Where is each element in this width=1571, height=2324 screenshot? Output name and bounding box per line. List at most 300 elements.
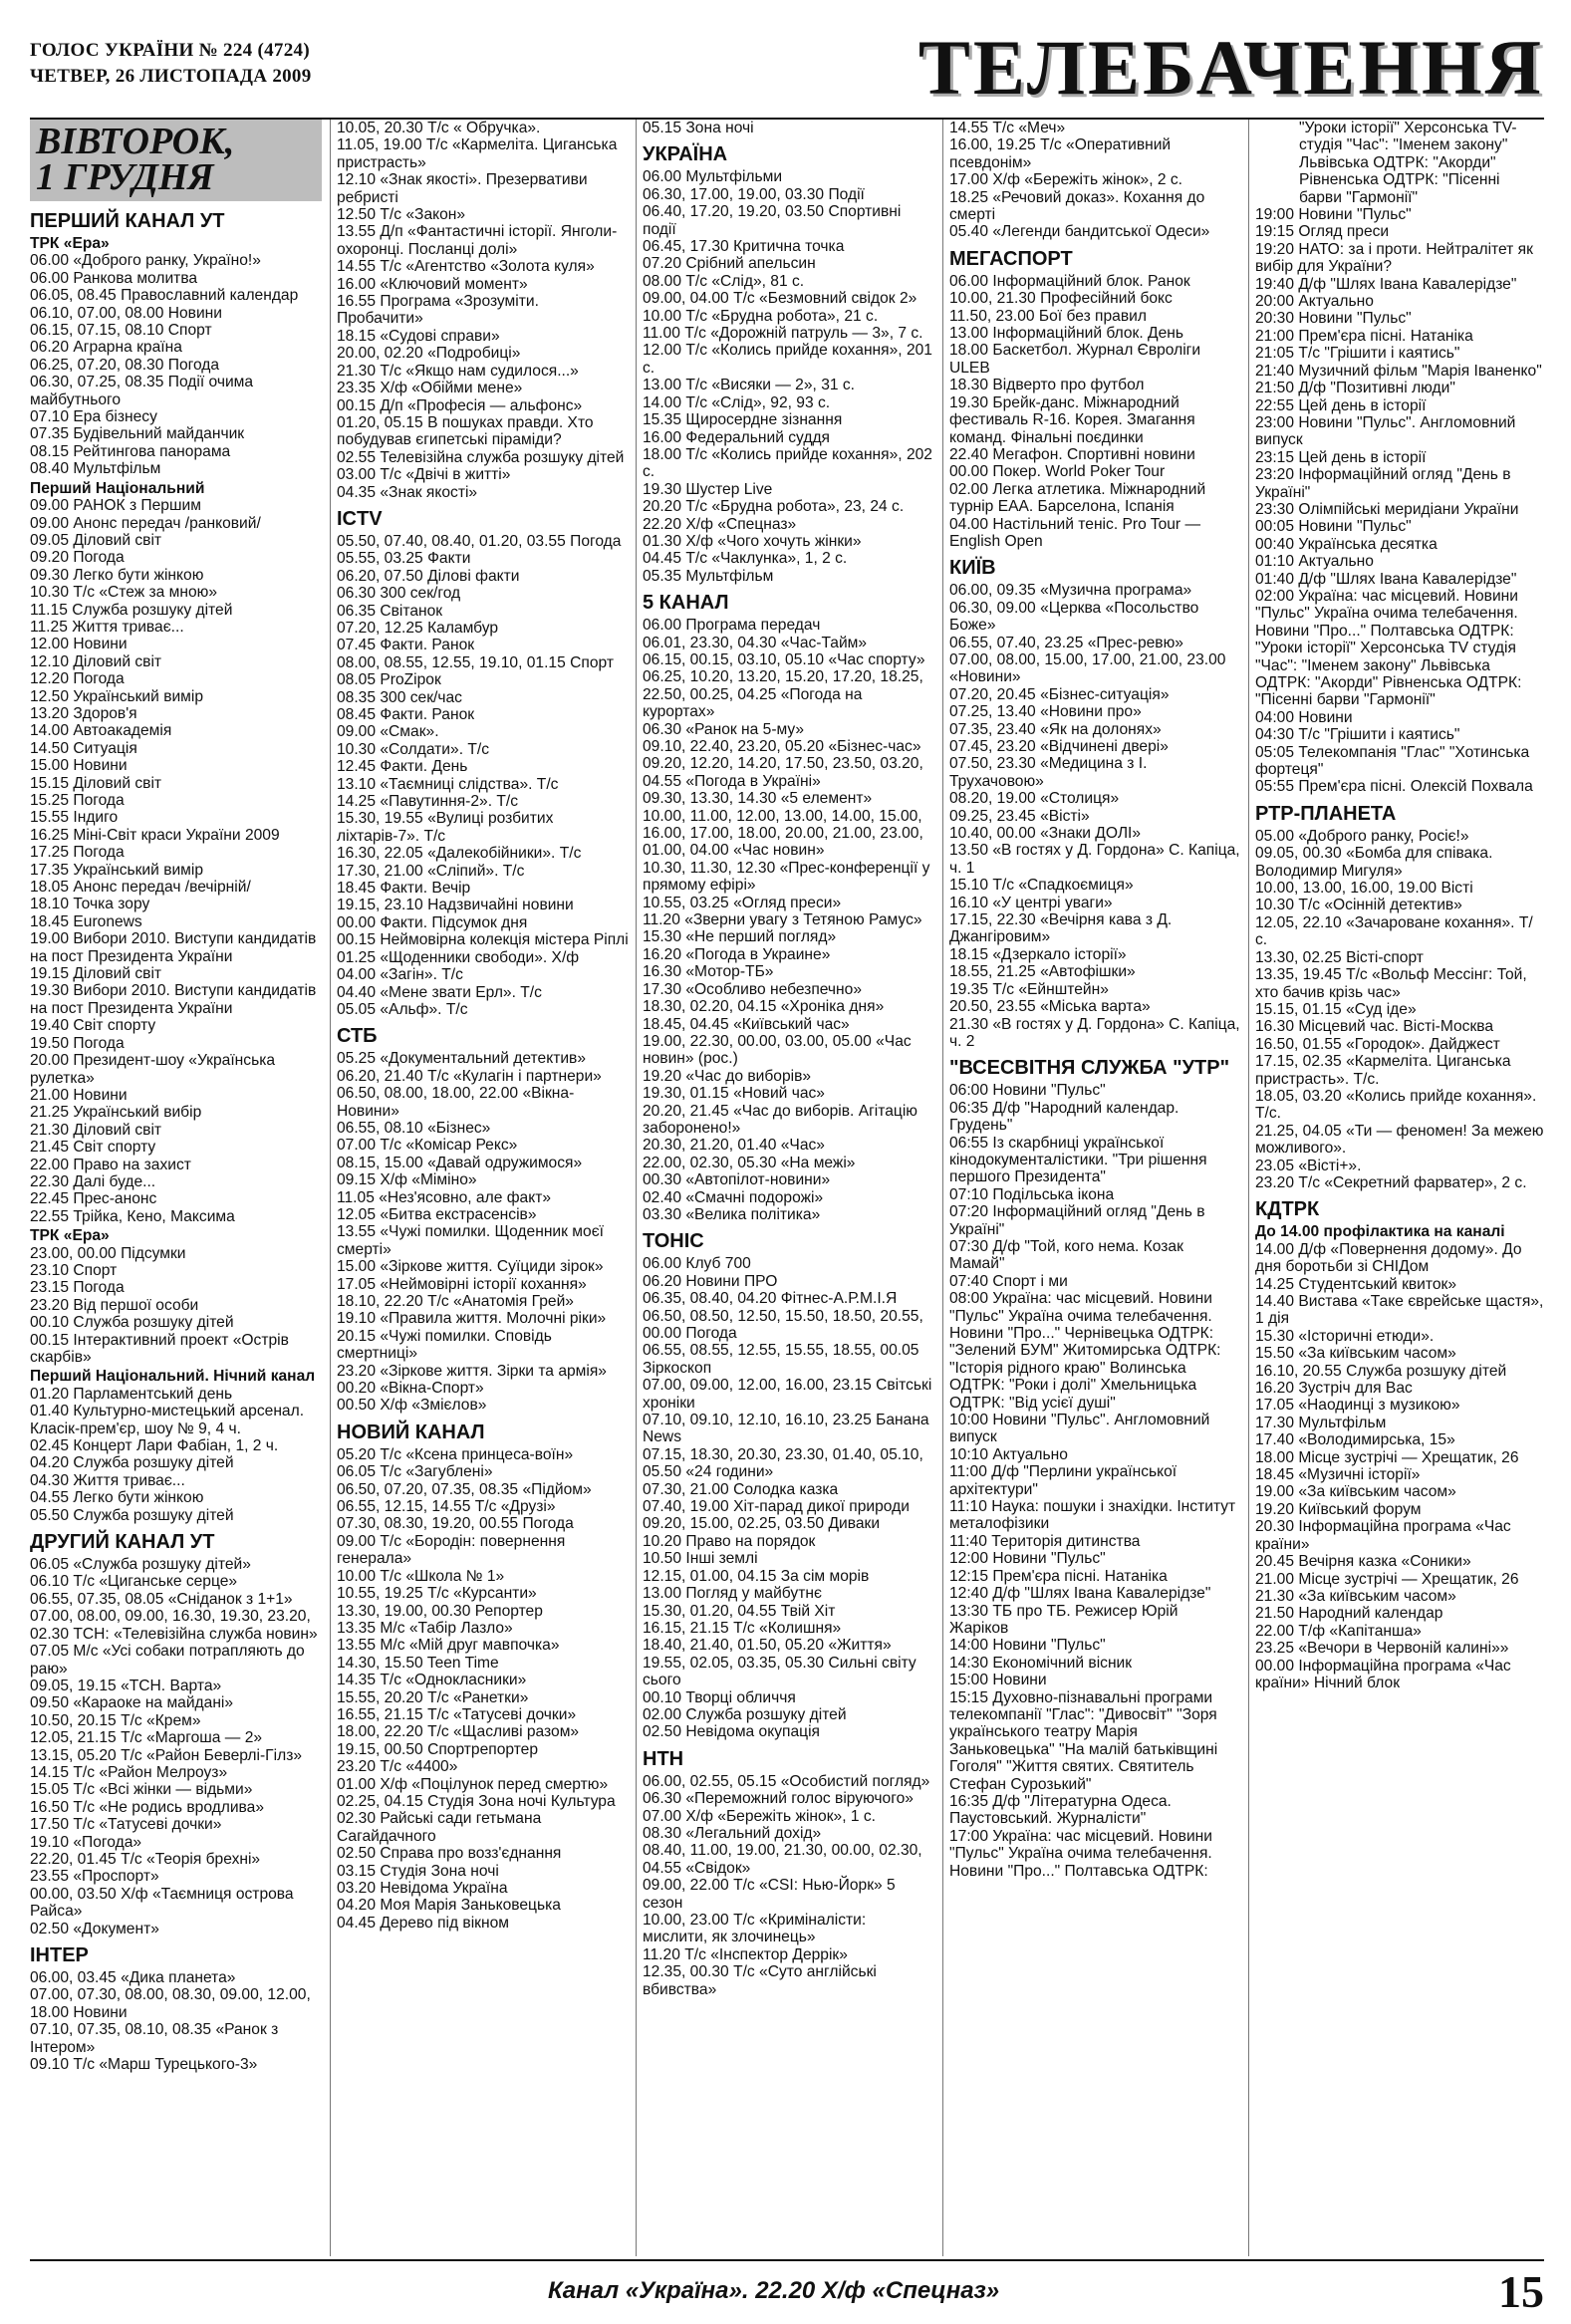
schedule-entry: [337, 1655, 629, 1672]
schedule-entry: [643, 928, 934, 945]
programme-title: «Документальний детектив»: [380, 1050, 587, 1068]
air-time: 06.00: [643, 617, 682, 635]
programme-line: [643, 1655, 934, 1689]
schedule-entry: [30, 1868, 322, 1885]
programme-title: Фітнес-А.Р.М.І.Я: [780, 1290, 898, 1308]
air-time: 04.00: [949, 515, 989, 533]
air-time: 11.05: [337, 1188, 375, 1206]
schedule-entry: [643, 1655, 934, 1689]
schedule-entry: [337, 1863, 629, 1880]
air-time: 23.00, 00.00: [30, 1244, 117, 1262]
programme-title: «Кармеліта. Циганська пристрасть». Т/с.: [1255, 1053, 1511, 1088]
programme-line: [643, 1377, 934, 1412]
programme-title: «5 елемент»: [780, 790, 873, 808]
programme-title: Новини "Пульс". Англомовний випуск: [1255, 413, 1516, 449]
schedule-entry: [949, 981, 1241, 998]
programme-title: Інформаційна програма «Час країни»: [1255, 1518, 1511, 1553]
schedule-entry: [337, 1171, 629, 1188]
programme-line: [337, 671, 629, 688]
programme-title: Т/с «Колишня»: [733, 1619, 842, 1637]
schedule-entry: [337, 1620, 629, 1637]
air-time: 06.35: [337, 602, 377, 620]
air-time: 12:00: [949, 1550, 989, 1568]
air-time: 11:40: [949, 1532, 987, 1550]
schedule-entry: [30, 688, 322, 705]
day-heading: [30, 120, 322, 201]
air-time: 20.20: [643, 498, 682, 516]
programme-title: Служба розшуку дітей: [685, 1705, 847, 1723]
programme-title: Погляд у майбутнє: [685, 1585, 822, 1603]
air-time: 06.30: [643, 1790, 682, 1808]
programme-line: [30, 1190, 322, 1207]
column-divider: [636, 120, 637, 2256]
programme-title: Д/ф «Повернення додому». До дня боротьби зі СНІДом: [1255, 1240, 1522, 1276]
air-time: 16:35: [949, 1792, 989, 1810]
issue-number: ГОЛОС УКРАЇНИ № 224 (4724): [30, 40, 310, 61]
programme-line: [30, 1297, 322, 1314]
schedule-entry: [949, 1672, 1241, 1688]
programme-title: «Міська варта»: [1040, 998, 1151, 1016]
programme-line: [643, 946, 934, 963]
programme-line: [643, 1963, 934, 1998]
programme-line: [949, 998, 1241, 1015]
programme-title: Інформаційний блок. Ранок: [992, 272, 1190, 290]
schedule-entry: [643, 1068, 934, 1085]
schedule-entry: [30, 2021, 322, 2056]
air-time: 18.55, 21.25: [949, 963, 1036, 981]
air-time: 23.10: [30, 1261, 70, 1279]
programme-line: [337, 793, 629, 810]
programme-line: [949, 1568, 1241, 1585]
programme-line: [337, 223, 629, 258]
programme-title: «Особливо небезпечно»: [685, 980, 862, 998]
schedule-entry: [949, 1498, 1241, 1533]
schedule-entry: [643, 1533, 934, 1550]
schedule-entry: [949, 342, 1241, 377]
air-time: 15.30, 01.20, 04.55: [643, 1602, 777, 1620]
air-time: 08.00, 08.55, 12.55, 19.10, 01.15: [337, 653, 566, 671]
programme-line: [949, 1828, 1241, 1880]
programme-title: Неймовірна колекція містера Ріплі: [380, 931, 629, 949]
schedule-entry: [1255, 241, 1544, 276]
programme-title: Х/ф «Чого хочуть жінки»: [685, 532, 862, 550]
programme-title: Студентський квиток»: [1298, 1275, 1457, 1293]
programme-line: [337, 171, 629, 206]
programme-line: [337, 1706, 629, 1723]
programme-title: «Музична програма»: [1040, 582, 1192, 600]
programme-title: Новини: [1298, 708, 1353, 726]
schedule-entry: [30, 1104, 322, 1121]
programme-title: Факти. Ранок: [380, 706, 475, 723]
programme-line: [643, 308, 934, 325]
programme-title: Прем'єра пісні. Олексій Похвала: [1298, 778, 1533, 796]
air-time: 10.20: [643, 1532, 682, 1550]
programme-line: [1255, 1363, 1544, 1380]
schedule-entry: [1255, 1380, 1544, 1397]
schedule-entry: [1255, 1345, 1544, 1362]
programme-title: Каламбур: [427, 619, 499, 637]
programme-line: [30, 1729, 322, 1746]
air-time: 17.25: [30, 844, 70, 862]
air-time: 16.00: [643, 428, 682, 446]
programme-line: [643, 550, 934, 567]
programme-title: Новини: [73, 636, 128, 653]
programme-title: «Київський час»: [733, 1015, 850, 1033]
schedule-entry: [30, 757, 322, 774]
schedule-entry: [337, 345, 629, 362]
air-time: 06:55: [949, 1134, 989, 1152]
air-time: 18.10: [30, 896, 70, 913]
schedule-entry: [30, 792, 322, 809]
air-time: 06.15, 07.15, 08.10: [30, 322, 164, 340]
schedule-entry: [30, 879, 322, 896]
schedule-entry: [337, 1310, 629, 1327]
air-time: 18.05: [30, 879, 70, 897]
programme-line: [30, 827, 322, 844]
programme-line: [337, 1293, 629, 1310]
air-time: 04.20: [30, 1454, 70, 1472]
programme-line: [337, 1050, 629, 1067]
air-time: 18.40, 21.40, 01.50, 05.20: [643, 1637, 825, 1655]
programme-title: Служба розшуку дітей: [72, 601, 233, 619]
programme-line: [337, 1689, 629, 1706]
schedule-entry: [30, 425, 322, 442]
air-time: 13.30, 02.25: [1255, 948, 1342, 966]
schedule-entry: [337, 1603, 629, 1620]
programme-title: «Сніданок з 1+1»: [167, 1590, 293, 1608]
programme-line: [337, 1915, 629, 1932]
air-time: 14.55: [949, 120, 989, 136]
programme-line: [643, 568, 934, 585]
schedule-entry: [30, 287, 322, 304]
programme-line: [949, 1498, 1241, 1533]
air-time: 17.50: [30, 1816, 70, 1834]
air-time: 00:05: [1255, 518, 1295, 536]
air-time: 02.40: [643, 1188, 682, 1206]
programme-line: [30, 1678, 322, 1694]
schedule-entry: [337, 585, 629, 602]
programme-line: [1255, 363, 1544, 380]
schedule-entry: [1255, 1363, 1544, 1380]
schedule-entry: [337, 1585, 629, 1602]
programme-line: [1255, 397, 1544, 414]
programme-title: Телевізійна служба розшуку дітей: [380, 448, 625, 466]
programme-title: Студія Зона ночі: [380, 1862, 499, 1880]
schedule-entry: [30, 896, 322, 912]
air-time: 08.20, 19.00: [949, 790, 1036, 808]
programme-line: [30, 270, 322, 287]
schedule-entry: [1255, 397, 1544, 414]
programme-line: [337, 466, 629, 483]
schedule-entry: [30, 1332, 322, 1367]
schedule-entry: [337, 1363, 629, 1380]
air-time: 06.05, 08.45: [30, 287, 117, 305]
programme-title: Актуально: [992, 1445, 1068, 1463]
air-time: 07.10, 09.10, 12.10, 16.10, 23.25: [643, 1412, 872, 1429]
schedule-entry: [643, 1825, 934, 1842]
programme-line: [337, 1463, 629, 1480]
programme-line: [643, 1773, 934, 1790]
air-time: 19.00: [30, 930, 70, 948]
programme-title: Моя Марія Заньковецька: [380, 1897, 561, 1915]
schedule-entry: [643, 1255, 934, 1272]
air-time: 20.20, 21.45: [643, 1102, 729, 1120]
schedule-entry: [30, 1279, 322, 1296]
air-time: 09.20, 15.00, 02.25, 03.50: [643, 1515, 825, 1533]
programme-line: [643, 981, 934, 998]
programme-line: [337, 1863, 629, 1880]
programme-line: [949, 189, 1241, 224]
programme-title: «Зіркове життя. Суїциди зірок»: [380, 1258, 604, 1276]
programme-line: [643, 1342, 934, 1377]
schedule-entry: [1255, 310, 1544, 327]
schedule-entry: [337, 1498, 629, 1515]
programme-title: Т/с «Осінній детектив»: [1298, 897, 1462, 914]
programme-title: Територія дитинства: [991, 1532, 1141, 1550]
programme-line: [30, 1087, 322, 1104]
schedule-entry: [337, 897, 629, 913]
schedule-entry: [30, 930, 322, 965]
schedule-entry: [1255, 1088, 1544, 1123]
air-time: 18.15: [949, 945, 989, 963]
air-time: 11.00: [643, 325, 680, 343]
air-time: 09.25, 23.45: [949, 807, 1036, 825]
programme-title: Д/ф "Той, кого нема. Козак Мамай": [949, 1237, 1183, 1273]
programme-line: [643, 895, 934, 911]
air-time: 16.30: [643, 963, 682, 981]
programme-line: [337, 1655, 629, 1672]
air-time: 11:10: [949, 1498, 987, 1516]
schedule-entry: [337, 1463, 629, 1480]
programme-title: Вибори 2010. Виступи кандидатів на пост Президента України: [30, 930, 317, 965]
programme-line: [337, 931, 629, 948]
schedule-entry: [30, 722, 322, 739]
programme-title: «Колись прийде кохання». Т/с.: [1255, 1087, 1537, 1123]
programme-title: «Бомба для співака. Володимир Мигуля»: [1255, 845, 1493, 880]
programme-line: [643, 1706, 934, 1723]
programme-line: [337, 776, 629, 793]
programme-title: Т/с «Ейнштейн»: [992, 980, 1109, 998]
air-time: 12:15: [949, 1567, 989, 1585]
programme-title: «Знак якості»: [380, 483, 478, 501]
schedule-entry: [337, 414, 629, 449]
schedule-entry: [30, 1314, 322, 1331]
programme-line: [1255, 726, 1544, 743]
programme-title: Т/с «Брудна робота», 23, 24 с.: [685, 498, 905, 516]
programme-title: Т/с «Кармеліта. Циганська пристрасть»: [337, 136, 618, 171]
programme-line: [949, 1655, 1241, 1672]
air-time: 09.05, 00.30: [1255, 845, 1342, 863]
programme-title: Мультфільм: [685, 567, 774, 585]
programme-line: [30, 1834, 322, 1851]
programme-line: [1255, 1053, 1544, 1088]
air-time: 05:55: [1255, 778, 1295, 796]
programme-line: [949, 1533, 1241, 1550]
schedule-entry: [643, 1498, 934, 1515]
schedule-entry: [643, 808, 934, 860]
air-time: 06.55, 07.35, 08.05: [30, 1590, 164, 1608]
schedule-entry: [1255, 845, 1544, 880]
programme-title: Т/с «Теорія брехні»: [121, 1850, 261, 1868]
programme-title: «Час-Тайм»: [780, 634, 868, 651]
air-time: 12.50: [337, 206, 377, 224]
schedule-entry: [1255, 966, 1544, 1001]
programme-line: [1255, 588, 1544, 709]
programme-line: [643, 1515, 934, 1532]
air-time: 13.00: [643, 377, 682, 394]
programme-title: «Новини»: [949, 668, 1021, 686]
schedule-entry: [337, 758, 629, 775]
schedule-entry: [30, 1591, 322, 1608]
programme-line: [337, 585, 629, 602]
programme-line: [949, 946, 1241, 963]
air-time: 00.00, 03.50: [30, 1885, 117, 1903]
programme-line: [949, 686, 1241, 703]
programme-line: [643, 1446, 934, 1481]
schedule-entry: [1255, 1553, 1544, 1570]
schedule-entry: [337, 568, 629, 585]
programme-title: Діловий світ: [73, 774, 162, 792]
air-time: 00.30: [643, 1171, 682, 1189]
air-time: 16.30, 22.05: [337, 845, 423, 863]
schedule-entry: [337, 1223, 629, 1258]
schedule-entry: [1255, 449, 1544, 466]
schedule-entry: [949, 463, 1241, 480]
air-time: 07.00, 07.30, 08.00, 08.30, 09.00, 12.00, 18.00: [30, 1986, 311, 2021]
programme-title: «Щоденники свободи». Х/ф: [380, 948, 580, 966]
programme-title: Підсумки: [121, 1244, 186, 1262]
programme-title: Т/с «Кулагін і партнери»: [427, 1067, 602, 1085]
programme-title: Т/с «Суто англійські вбивства»: [643, 1963, 877, 1998]
footer: [30, 2267, 1544, 2317]
programme-title: Служба розшуку дітей: [73, 1454, 234, 1472]
programme-title: «Погода в Украине»: [685, 945, 831, 963]
programme-title: Вечірня казка «Соники»: [1298, 1553, 1471, 1571]
air-time: 10.05, 20.30: [337, 120, 423, 136]
programme-title: Мультфільми: [685, 168, 783, 186]
programme-title: «Бізнес-ситуація»: [1040, 685, 1170, 703]
programme-title: Українська десятка: [1298, 535, 1438, 553]
programme-title: Погода: [73, 792, 125, 809]
programme-line: [1255, 1345, 1544, 1362]
air-time: 16.55: [337, 293, 377, 311]
programme-line: [949, 842, 1241, 877]
programme-line: [643, 290, 934, 307]
programme-title: Т/с «Агентство «Золота куля»: [380, 258, 595, 276]
air-time: 23.35: [337, 380, 377, 397]
programme-line: [30, 1279, 322, 1296]
schedule-entry: [30, 1190, 322, 1207]
programme-line: [643, 1085, 934, 1102]
programme-line: [30, 809, 322, 826]
programme-line: [337, 1258, 629, 1275]
schedule-entry: [949, 1585, 1241, 1602]
programme-title: Світ спорту: [73, 1017, 156, 1035]
air-time: 04:30: [1255, 726, 1295, 744]
programme-line: [643, 186, 934, 203]
programme-line: [30, 2021, 322, 2056]
programme-line: [949, 1585, 1241, 1602]
programme-line: [30, 792, 322, 809]
air-time: 23.20: [337, 1362, 377, 1380]
programme-title: Т/с «Ксена принцеса-воїн»: [380, 1445, 574, 1463]
programme-line: [949, 290, 1241, 307]
schedule-entry: [30, 1764, 322, 1781]
issue-date: ЧЕТВЕР, 26 ЛИСТОПАДА 2009: [30, 66, 312, 87]
air-time: 22.00, 02.30, 05.30: [643, 1154, 777, 1171]
schedule-entry: [949, 223, 1241, 240]
schedule-entry: [1255, 345, 1544, 362]
schedule-entry: [30, 1297, 322, 1314]
programme-title: ProZірок: [380, 671, 441, 689]
programme-line: [30, 1747, 322, 1764]
air-time: 11.25: [30, 618, 68, 636]
schedule-entry: [337, 533, 629, 550]
programme-title: Погода: [167, 356, 220, 374]
programme-title: Т/с «Комісар Рекс»: [380, 1137, 518, 1155]
programme-line: [949, 1463, 1241, 1498]
air-time: 16.50, 01.55: [1255, 1035, 1342, 1053]
air-time: 02.00: [643, 1705, 682, 1723]
programme-title: Т/с «Ранетки»: [427, 1688, 529, 1706]
programme-line: [643, 273, 934, 290]
column-4: [949, 120, 1241, 2256]
programme-line: [30, 497, 322, 514]
programme-title: Euronews: [73, 912, 142, 930]
programme-title: «Автопілот-новини»: [685, 1171, 831, 1189]
schedule-entry: [949, 1186, 1241, 1203]
programme-title: Дерево під вікном: [380, 1914, 509, 1932]
programme-title: «Речовий доказ». Кохання до смерті: [949, 188, 1205, 224]
air-time: 03.20: [337, 1880, 377, 1897]
air-time: 14.00: [643, 393, 682, 411]
schedule-entry: [643, 1515, 934, 1532]
schedule-entry: [337, 1776, 629, 1793]
schedule-entry: [643, 1877, 934, 1912]
schedule-entry: [30, 809, 322, 826]
programme-line: [643, 1412, 934, 1446]
schedule-entry: [337, 1397, 629, 1414]
programme-title: «Вісті»: [1040, 807, 1090, 825]
schedule-entry: [643, 860, 934, 895]
programme-title: «Погода в Україні»: [685, 772, 821, 790]
programme-title: Д/ф "Позитивні люди": [1298, 380, 1455, 397]
programme-line: [30, 844, 322, 861]
air-time: 14.30, 15.50: [337, 1654, 423, 1672]
programme-line: [30, 1052, 322, 1087]
programme-line: [949, 377, 1241, 393]
day-date: 1 ГРУДНЯ: [36, 156, 214, 198]
programme-line: [337, 1223, 629, 1258]
programme-line: [1255, 1518, 1544, 1553]
programme-line: [30, 515, 322, 532]
schedule-entry: [337, 880, 629, 897]
programme-line: [643, 1808, 934, 1825]
programme-title: Т/с «Крем»: [121, 1711, 201, 1729]
programme-title: Легка атлетика. Міжнародний турнір ЕАА. Барселона, Іспанія: [949, 480, 1206, 516]
programme-line: [30, 1507, 322, 1524]
schedule-entry: [337, 1533, 629, 1568]
schedule-entry: [1255, 897, 1544, 913]
air-time: 08.15: [30, 442, 70, 460]
air-time: 06.20, 07.50: [337, 567, 423, 585]
programme-title: Т/с «Бородін: повернення генерала»: [337, 1532, 566, 1568]
programme-title: «Прес-ревю»: [1087, 634, 1183, 651]
programme-title: Т/ф «Капітанша»: [1298, 1622, 1422, 1640]
schedule-entry: [30, 1643, 322, 1678]
programme-title: Програма передач: [685, 617, 821, 635]
programme-line: [643, 928, 934, 945]
